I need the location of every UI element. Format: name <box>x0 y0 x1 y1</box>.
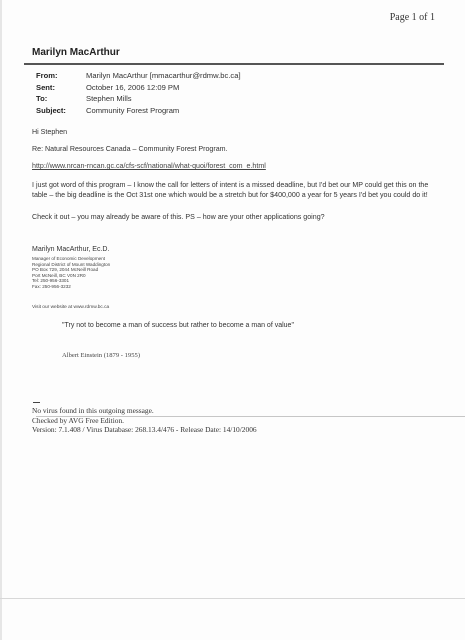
signature-details <box>32 256 110 290</box>
virus-scan-footer <box>32 406 257 435</box>
sent-value: October 16, 2006 12:09 PM <box>86 82 180 92</box>
signature-line: PO Box 729, 2044 McNeill Road <box>32 267 99 273</box>
quote-text: "Try not to become a man of success but rather to become a man of value" <box>62 322 294 329</box>
scan-bottom-edge <box>0 598 465 599</box>
signature-line: Port McNeill, BC V0N 2R0 <box>32 272 86 278</box>
website-line: Visit our website at www.rdmw.bc.ca <box>32 305 110 310</box>
program-link[interactable]: http://www.nrcan-rncan.gc.ca/cfs-scf/national/what-quoi/forest_com_e.html <box>32 162 266 170</box>
subject-row <box>36 105 241 117</box>
subject-label: Subject: <box>36 105 66 115</box>
header-divider <box>24 63 444 65</box>
page-number: Page 1 of 1 <box>389 12 435 23</box>
signature-line: Tel: 250-956-3301 <box>32 278 70 284</box>
subject-value: Community Forest Program <box>86 105 180 115</box>
body-paragraph-2: Check it out – you may already be aware of this. PS – how are your other applications going? <box>32 213 325 221</box>
scan-edge-mark <box>0 0 2 640</box>
separator-dash <box>33 402 40 403</box>
sender-heading: Marilyn MacArthur <box>32 47 120 58</box>
to-value: Stephen Mills <box>86 94 132 104</box>
footer-line: Version: 7.1.408 / Virus Database: 268.13.4/476 - Release Date: 14/10/2006 <box>32 425 257 435</box>
email-headers <box>36 70 241 116</box>
footer-line: No virus found in this outgoing message. <box>32 406 154 415</box>
quote-attribution: Albert Einstein (1879 - 1955) <box>62 352 141 359</box>
signature-line: Regional District of Mount Waddington <box>32 261 111 267</box>
signature-name: Marilyn MacArthur, Ec.D. <box>32 246 110 253</box>
signature-line: Manager of Economic Development <box>32 256 106 261</box>
body-paragraph-1: I just got word of this program – I know the call for letters of intent is a missed deadline, but I'd bet our MP could get this on the table – the big deadline is the Oct 31st one which would be a stretch but for $400,000 a year for 5 years I'd bet you could do it! <box>32 181 429 199</box>
footer-line: Checked by AVG Free Edition. <box>32 415 125 425</box>
sent-row <box>36 82 241 94</box>
greeting: Hi Stephen <box>32 128 68 136</box>
from-label: From: <box>36 71 58 80</box>
signature-line: Fax: 250-956-3232 <box>32 283 71 289</box>
from-row <box>36 70 241 82</box>
to-row <box>36 93 241 105</box>
from-value: Marilyn MacArthur [mmacarthur@rdmw.bc.ca] <box>86 71 241 80</box>
to-label: To: <box>36 94 48 104</box>
sent-label: Sent: <box>36 82 55 92</box>
re-line: Re: Natural Resources Canada – Community Forest Program. <box>32 145 228 153</box>
